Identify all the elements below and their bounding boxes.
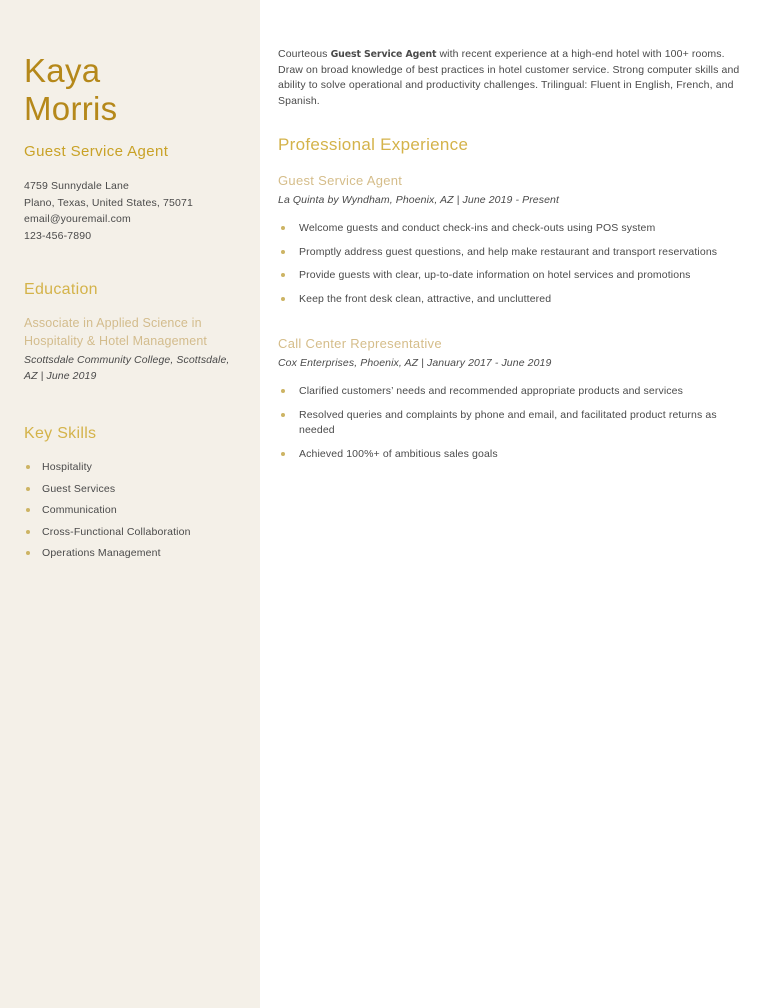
skill-label: Guest Services xyxy=(42,482,116,495)
list-item xyxy=(24,546,238,561)
name-last: Morris xyxy=(24,90,118,127)
contact-city-state: Plano, Texas, United States, 75071 xyxy=(24,196,193,209)
list-item xyxy=(278,447,742,463)
duty-text: Resolved queries and complaints by phone and email, and facilitated product returns as needed xyxy=(299,408,717,437)
summary-part-1: Courteous xyxy=(278,48,331,60)
list-item xyxy=(24,460,238,475)
list-item xyxy=(278,384,742,400)
name-first: Kaya xyxy=(24,52,101,89)
job-title: Call Center Representative xyxy=(278,336,442,352)
bullet-icon xyxy=(26,465,30,469)
skill-label: Hospitality xyxy=(42,461,93,473)
bullet-icon xyxy=(281,273,285,277)
bullet-icon xyxy=(26,551,30,555)
job-duties-list xyxy=(278,221,742,307)
list-item xyxy=(278,268,742,284)
bullet-icon xyxy=(281,452,285,456)
main-content xyxy=(260,0,768,1008)
education-degree: Associate in Applied Science in Hospitality & Hotel Management xyxy=(24,316,208,348)
summary-part-2: with recent experience at a high-end hotel with 100+ rooms. Draw on broad knowledge of best practices in hotel customer service. Strong computer skills and ability to solve operational and productivity challenges. Trilingual: Fluent in English, French, and Spanish. xyxy=(278,48,740,107)
professional-summary xyxy=(278,47,742,109)
list-item xyxy=(24,525,238,540)
bullet-icon xyxy=(281,389,285,393)
education-school: Scottsdale Community College, Scottsdale, AZ | June 2019 xyxy=(24,354,230,382)
experience-heading: Professional Experience xyxy=(278,135,469,155)
duty-text: Welcome guests and conduct check-ins and check-outs using POS system xyxy=(299,222,656,235)
list-item xyxy=(278,408,742,439)
bullet-icon xyxy=(281,297,285,301)
list-item xyxy=(24,503,238,518)
list-item xyxy=(278,245,742,261)
candidate-job-title: Guest Service Agent xyxy=(24,143,169,160)
skills-heading: Key Skills xyxy=(24,425,97,442)
duty-text: Promptly address guest questions, and help make restaurant and transport reservations xyxy=(299,245,718,258)
skill-label: Communication xyxy=(42,504,117,516)
list-item xyxy=(278,221,742,237)
skill-label: Cross-Functional Collaboration xyxy=(42,525,191,538)
list-item xyxy=(278,292,742,308)
contact-email[interactable]: email@youremail.com xyxy=(24,213,131,225)
job-company-dates: La Quinta by Wyndham, Phoenix, AZ | June 2019 - Present xyxy=(278,194,559,207)
contact-phone[interactable]: 123-456-7890 xyxy=(24,229,92,242)
contact-info xyxy=(24,178,238,244)
job-title: Guest Service Agent xyxy=(278,173,403,189)
duty-text: Clarified customers’ needs and recommended appropriate products and services xyxy=(299,385,684,398)
experience-entry xyxy=(278,172,742,307)
bullet-icon xyxy=(26,530,30,534)
contact-address: 4759 Sunnydale Lane xyxy=(24,180,130,192)
skill-label: Operations Management xyxy=(42,547,161,559)
job-company-dates: Cox Enterprises, Phoenix, AZ | January 2017 - June 2019 xyxy=(278,357,552,370)
summary-keyword: Guest Service Agent xyxy=(330,49,437,60)
duty-text: Keep the front desk clean, attractive, and uncluttered xyxy=(299,292,552,305)
list-item xyxy=(24,482,238,497)
bullet-icon xyxy=(26,508,30,512)
skills-list xyxy=(24,460,238,561)
duty-text: Provide guests with clear, up-to-date information on hotel services and promotions xyxy=(299,269,691,282)
sidebar xyxy=(0,0,260,1008)
bullet-icon xyxy=(26,487,30,491)
duty-text: Achieved 100%+ of ambitious sales goals xyxy=(299,447,498,460)
job-duties-list xyxy=(278,384,742,462)
bullet-icon xyxy=(281,250,285,254)
education-heading: Education xyxy=(24,281,98,298)
bullet-icon xyxy=(281,413,285,417)
experience-entry xyxy=(278,335,742,462)
bullet-icon xyxy=(281,226,285,230)
candidate-name xyxy=(24,52,238,128)
